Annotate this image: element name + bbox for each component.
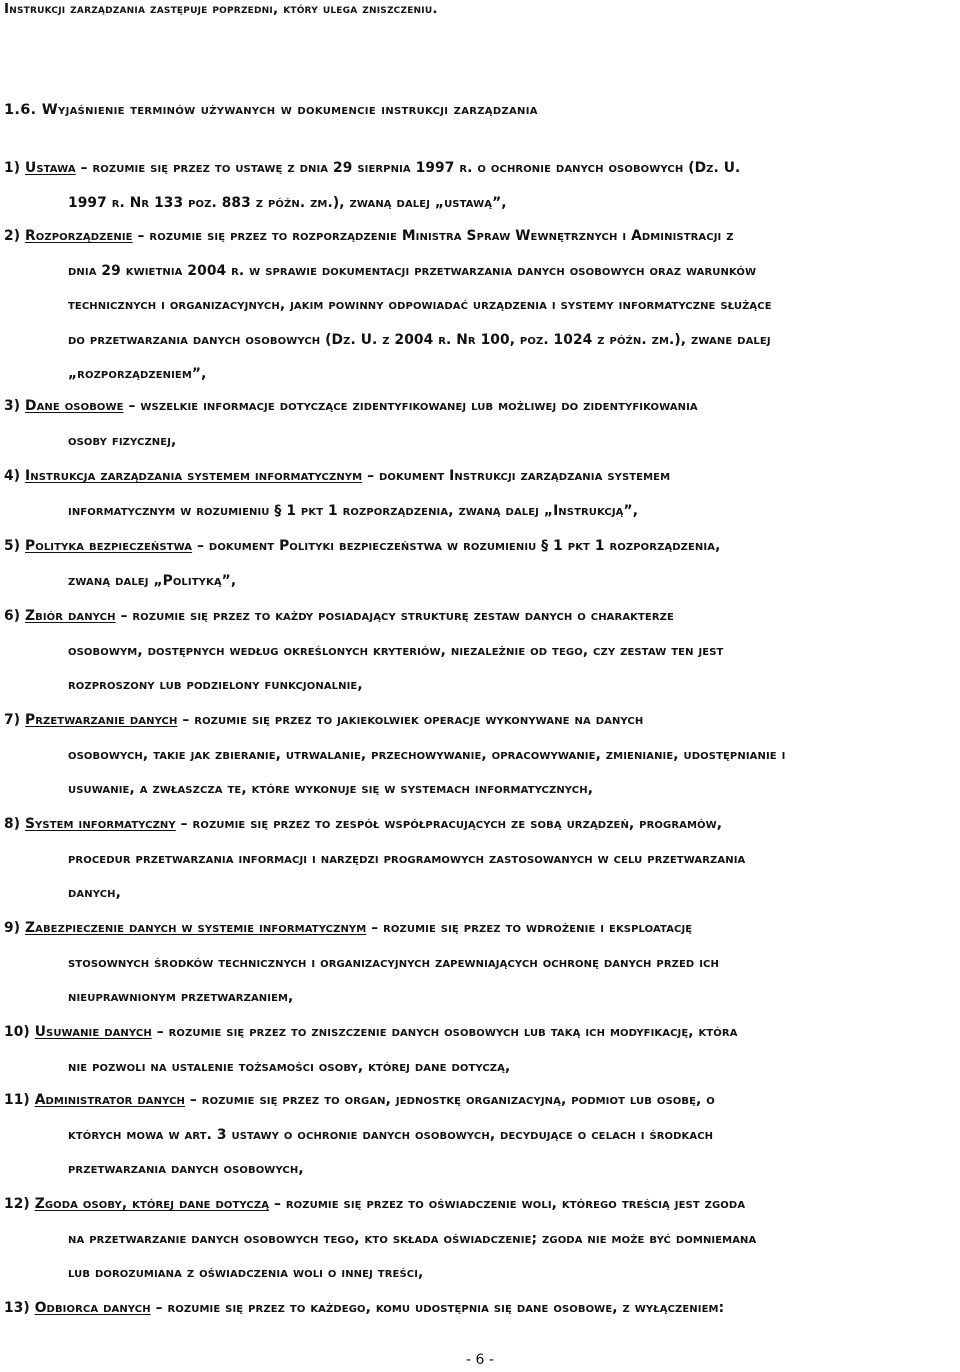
definition-text: osobowym, dostępnych według określonych kryteriów, niezależnie od tego, czy zestaw ten jest [68,642,724,659]
definition-term: Zbiór danych [25,608,116,624]
definition-text: rozproszony lub podzielony funkcjonalnie, [68,677,363,694]
definition-text: – rozumie się przez to ustawę z dnia 29 sierpnia 1997 r. o ochronie danych osobowych (Dz. U. [75,160,741,176]
definition-text: zwaną dalej „Polityką”, [68,572,237,589]
definition-line [4,389,934,424]
definition-line [4,946,934,981]
definition-item [4,459,934,528]
definition-line [4,357,934,392]
definition-line [4,1050,934,1085]
definition-text: nie pozwoli na ustalenie tożsamości osoby, której dane dotyczą, [68,1058,511,1075]
definition-item [4,1291,934,1326]
definition-text: – rozumie się przez to rozporządzenie Ministra Spraw Wewnętrznych i Administracji z [132,228,734,244]
definition-item [4,151,934,220]
definition-item [4,703,934,807]
definition-term: Instrukcja zarządzania systemem informatycznym [25,468,363,484]
definition-line [4,738,934,773]
definition-text: osobowych, takie jak zbieranie, utrwalanie, przechowywanie, opracowywanie, zmienianie, udostępnianie i [68,746,786,763]
definition-item [4,599,934,703]
definition-text: przetwarzania danych osobowych, [68,1161,304,1178]
definition-line [4,1291,934,1326]
definition-line [4,1256,934,1291]
definition-number: 5) [4,538,26,554]
definition-item [4,219,934,392]
definition-item [4,389,934,458]
definition-text: danych, [68,885,121,902]
definition-item [4,529,934,598]
definition-number: 7) [4,712,26,728]
definition-term: Odbiorca danych [34,1300,151,1316]
definition-number: 8) [4,816,26,832]
definition-line [4,494,934,529]
definition-number: 11) [4,1092,35,1108]
definition-line [4,1152,934,1187]
definition-term: Polityka bezpieczeństwa [25,538,193,554]
definition-number: 12) [4,1196,35,1212]
definition-line [4,1222,934,1257]
definition-term: Zgoda osoby, której dane dotyczą [34,1196,270,1212]
definition-text: których mowa w art. 3 ustawy o ochronie danych osobowych, decydujące o celach i środkach [68,1126,714,1143]
definition-line [4,1187,934,1222]
definition-line [4,703,934,738]
definition-line [4,842,934,877]
definition-number: 6) [4,608,26,624]
intro-text: Instrukcji zarządzania zastępuje poprzedni, który ulega zniszczeniu. [4,1,438,17]
definition-line [4,529,934,564]
definition-text: stosownych środków technicznych i organizacyjnych zapewniających ochronę danych przed ich [68,954,719,971]
definition-text: informatycznym w rozumieniu § 1 pkt 1 rozporządzenia, zwaną dalej „Instrukcją”, [68,502,639,519]
definition-line [4,323,934,358]
definition-line [4,634,934,669]
definition-term: Ustawa [25,160,76,176]
definition-term: Przetwarzanie danych [25,712,178,728]
definition-text: – dokument Instrukcji zarządzania systemem [362,468,671,484]
definition-text: procedur przetwarzania informacji i narzędzi programowych zastosowanych w celu przetwarzania [68,850,746,867]
definition-line [4,424,934,459]
definition-term: System informatyczny [25,816,176,832]
definition-line [4,668,934,703]
definition-text: – rozumie się przez to organ, jednostkę organizacyjną, podmiot lub osobę, o [184,1092,715,1108]
definition-text: – rozumie się przez to oświadczenie woli, którego treścią jest zgoda [269,1196,746,1212]
definition-term: Usuwanie danych [34,1024,152,1040]
definition-item [4,1187,934,1291]
definition-item [4,807,934,911]
definition-number: 2) [4,228,26,244]
definition-number: 3) [4,398,26,414]
definition-text: usuwanie, a zwłaszcza te, które wykonuje się w systemach informatycznych, [68,781,594,798]
definition-text: technicznych i organizacyjnych, jakim powinny odpowiadać urządzenia i systemy informatyczne służące [68,297,772,314]
definition-line [4,186,934,221]
definition-text: – rozumie się przez to każdego, komu udostępnia się dane osobowe, z wyłączeniem: [150,1300,725,1316]
definition-text: nieuprawnionym przetwarzaniem, [68,989,294,1006]
definition-text: – rozumie się przez to każdy posiadający strukturę zestaw danych o charakterze [115,608,674,624]
definition-number: 1) [4,160,26,176]
definition-line [4,219,934,254]
definition-item [4,1015,934,1084]
definition-text: – wszelkie informacje dotyczące zidentyfikowanej lub możliwej do zidentyfikowania [123,398,698,414]
definition-line [4,288,934,323]
definition-line [4,1015,934,1050]
definition-text: „rozporządzeniem”, [68,366,207,383]
definition-line [4,151,934,186]
definition-term: Rozporządzenie [25,228,133,244]
definition-line [4,1083,934,1118]
definition-term: Administrator danych [34,1092,185,1108]
definition-line [4,459,934,494]
definition-term: Zabezpieczenie danych w systemie informatycznym [25,920,367,936]
definition-item [4,1083,934,1187]
definition-number: 4) [4,468,26,484]
page-number: - 6 - [466,1352,494,1368]
definition-text: 1997 r. Nr 133 poz. 883 z późn. zm.), zwaną dalej „ustawą”, [68,194,507,211]
definition-text: dnia 29 kwietnia 2004 r. w sprawie dokumentacji przetwarzania danych osobowych oraz warunków [68,262,757,279]
definition-number: 9) [4,920,26,936]
definition-text: – rozumie się przez to wdrożenie i eksploatację [366,920,693,936]
definition-text: – rozumie się przez to jakiekolwiek operacje wykonywane na danych [177,712,644,728]
definition-number: 10) [4,1024,35,1040]
definition-text: osoby fizycznej, [68,432,177,449]
definition-text: – dokument Polityki bezpieczeństwa w rozumieniu § 1 pkt 1 rozporządzenia, [192,538,721,554]
section-title: 1.6. Wyjaśnienie terminów używanych w dokumencie instrukcji zarządzania [4,102,538,118]
definition-line [4,911,934,946]
definition-term: Dane osobowe [25,398,124,414]
definition-number: 13) [4,1300,35,1316]
definition-line [4,980,934,1015]
definition-line [4,599,934,634]
definition-text: – rozumie się przez to zespół współpracujących ze sobą urządzeń, programów, [175,816,723,832]
definition-text: lub dorozumiana z oświadczenia woli o innej treści, [68,1265,424,1282]
definition-line [4,1118,934,1153]
definition-line [4,564,934,599]
definition-text: na przetwarzanie danych osobowych tego, kto składa oświadczenie; zgoda nie może być domniemana [68,1230,757,1247]
definition-line [4,772,934,807]
definition-text: – rozumie się przez to zniszczenie danych osobowych lub taką ich modyfikację, która [151,1024,738,1040]
definition-line [4,876,934,911]
definition-line [4,807,934,842]
definition-item [4,911,934,1015]
definition-line [4,254,934,289]
definition-text: do przetwarzania danych osobowych (Dz. U. z 2004 r. Nr 100, poz. 1024 z późn. zm.), zwane dalej [68,331,771,348]
